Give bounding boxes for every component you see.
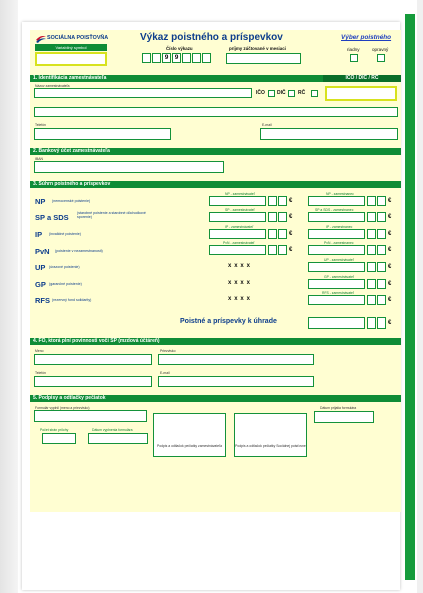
report-number-label: Číslo výkazu: [166, 46, 193, 51]
sp-employer-cents-b[interactable]: [278, 212, 287, 222]
np-employee-input[interactable]: [308, 196, 365, 206]
currency-symbol: €: [388, 214, 392, 220]
pvn-employer-input[interactable]: [209, 245, 266, 255]
sp-sds-code: SP a SDS: [35, 213, 69, 222]
corrective-label: opravný: [372, 47, 389, 52]
income-month-label: príjmy zúčtované v mesiaci: [229, 46, 286, 51]
ico-checkbox[interactable]: [268, 90, 275, 97]
rfs-employer-input[interactable]: [308, 295, 365, 305]
employer-address-input[interactable]: [34, 107, 398, 117]
section-2-header: 2. Bankový účet zamestnávateľa: [30, 148, 401, 155]
ip-employer-cents-b[interactable]: [278, 229, 287, 239]
regular-checkbox[interactable]: [350, 54, 358, 62]
sp-signature-label: Podpis a odtlačok pečiatky Sociálnej poisťovne: [235, 444, 306, 448]
contact-email-input[interactable]: [158, 376, 314, 387]
report-number-digit[interactable]: [192, 53, 201, 63]
pvn-employee-input[interactable]: [308, 245, 365, 255]
fill-date-input[interactable]: [88, 433, 148, 444]
pvn-employee-cents-b[interactable]: [377, 245, 386, 255]
np-employer-input[interactable]: [209, 196, 266, 206]
pvn-description: (poistenie v nezamestnanosti): [55, 249, 103, 253]
sp-signature-box[interactable]: [234, 413, 307, 457]
contact-phone-label: Telefón: [35, 371, 46, 375]
sp-employer-label: SP - zamestnávateľ: [225, 208, 255, 212]
section-4-header: 4. FO, ktorá plní povinnosti voči SP (mzdová účtáreň): [30, 338, 401, 345]
np-description: (nemocenské poistenie): [52, 199, 91, 203]
ico-dic-rc-header: IČO / DIČ / RČ: [323, 75, 401, 82]
attachments-label: Počet strán prílohy: [40, 428, 69, 432]
employer-name-label: Názov zamestnávateľa: [35, 84, 70, 88]
up-employer-cents-b[interactable]: [377, 262, 386, 272]
iban-input[interactable]: [34, 161, 224, 173]
contact-phone-input[interactable]: [34, 376, 152, 387]
org-name: SOCIÁLNA POISŤOVŇA: [47, 35, 109, 41]
employer-name-input[interactable]: [34, 88, 252, 98]
np-employee-cents-b[interactable]: [377, 196, 386, 206]
np-code: NP: [35, 197, 46, 206]
rc-label: RČ: [298, 90, 306, 96]
not-applicable-marker: x x x x: [228, 280, 251, 286]
up-employer-cents-a[interactable]: [367, 262, 376, 272]
gp-description: (garančné poistenie): [49, 282, 82, 286]
ip-employee-cents-b[interactable]: [377, 229, 386, 239]
ip-employee-input[interactable]: [308, 229, 365, 239]
employer-signature-box[interactable]: [153, 413, 226, 457]
contribution-report-form: [30, 30, 401, 512]
np-employee-label: NP - zamestnanec: [326, 192, 354, 196]
total-cents-b[interactable]: [377, 317, 386, 329]
currency-symbol: €: [388, 231, 392, 237]
report-number-digit[interactable]: [152, 53, 161, 63]
filled-by-label: Formulár vyplnil (meno a priezvisko): [35, 406, 90, 410]
section-5-header: 5. Podpisy a odtlačky pečiatok: [30, 395, 401, 402]
pvn-employer-cents-b[interactable]: [278, 245, 287, 255]
filled-by-input[interactable]: [34, 410, 147, 422]
rfs-employer-cents-a[interactable]: [367, 295, 376, 305]
income-month-input[interactable]: [226, 53, 301, 64]
contact-surname-label: Priezvisko: [160, 349, 176, 353]
gp-code: GP: [35, 280, 46, 289]
gp-employer-input[interactable]: [308, 279, 365, 289]
section-3-header: 3. Súhrn poistného a príspevkov: [30, 181, 401, 188]
ip-employee-cents-a[interactable]: [367, 229, 376, 239]
currency-symbol: €: [388, 198, 392, 204]
currency-symbol: €: [388, 264, 392, 270]
right-viewer-shade: [417, 0, 423, 593]
contact-surname-input[interactable]: [158, 354, 314, 365]
green-side-stripe: [405, 14, 415, 580]
currency-symbol: €: [388, 320, 392, 326]
not-applicable-marker: x x x x: [228, 263, 251, 269]
contact-email-label: E-mail: [160, 371, 170, 375]
rc-checkbox[interactable]: [311, 90, 318, 97]
np-employer-cents-a[interactable]: [268, 196, 277, 206]
currency-symbol: €: [388, 297, 392, 303]
ip-description: (invalidné poistenie): [49, 232, 81, 236]
rfs-code: RFS: [35, 296, 50, 305]
pvn-employer-cents-a[interactable]: [268, 245, 277, 255]
sp-employer-cents-a[interactable]: [268, 212, 277, 222]
up-code: UP: [35, 263, 46, 272]
pvn-employee-cents-a[interactable]: [367, 245, 376, 255]
employer-signature-label: Podpis a odtlačok pečiatky zamestnávateľa: [156, 444, 223, 448]
contact-name-label: Meno: [35, 349, 44, 353]
ico-dic-rc-input[interactable]: [325, 86, 397, 101]
report-number-digit[interactable]: 9: [162, 53, 171, 63]
ip-employer-cents-a[interactable]: [268, 229, 277, 239]
np-employer-label: NP - zamestnávateľ: [225, 192, 255, 196]
section-1-header: 1. Identifikácia zamestnávateľa: [30, 75, 401, 82]
sp-sds-description: (starobné poistenie a starobné dôchodkové sporenie): [77, 211, 146, 220]
pvn-employee-label: PvN - zamestnanec: [324, 241, 354, 245]
employer-phone-label: Telefón: [35, 123, 46, 127]
rfs-description: (rezervný fond solidarity): [52, 298, 92, 302]
dic-checkbox[interactable]: [288, 90, 295, 97]
gp-employer-cents-b[interactable]: [377, 279, 386, 289]
receipt-date-label: Dátum prijatia formulára: [320, 406, 357, 410]
ip-employer-input[interactable]: [209, 229, 266, 239]
report-number-digit[interactable]: [142, 53, 151, 63]
currency-symbol: €: [289, 231, 293, 237]
ip-employer-label: IP - zamestnávateľ: [225, 225, 254, 229]
sp-employer-input[interactable]: [209, 212, 266, 222]
pvn-code: PvN: [35, 247, 50, 256]
variable-symbol-label: Variabilný symbol: [35, 44, 107, 51]
sp-sds-employee-input[interactable]: [308, 212, 365, 222]
currency-symbol: €: [388, 281, 392, 287]
sp-sds-employee-cents-b[interactable]: [377, 212, 386, 222]
employer-email-label: E-mail: [262, 123, 272, 127]
employer-email-input[interactable]: [260, 128, 398, 140]
fill-date-label: Dátum vyplnenia formulára: [92, 428, 133, 432]
gp-employer-cents-a[interactable]: [367, 279, 376, 289]
gp-employer-label: GP - zamestnávateľ: [324, 275, 354, 279]
contact-name-input[interactable]: [34, 354, 152, 365]
currency-symbol: €: [289, 214, 293, 220]
attachments-input[interactable]: [42, 433, 76, 444]
np-employer-cents-b[interactable]: [278, 196, 287, 206]
total-cents-a[interactable]: [367, 317, 376, 329]
up-employer-input[interactable]: [308, 262, 365, 272]
variable-symbol-input[interactable]: [35, 52, 107, 66]
select-contribution-link[interactable]: Výber poistného: [341, 34, 392, 41]
currency-symbol: €: [289, 198, 293, 204]
up-description: (úrazové poistenie): [49, 265, 80, 269]
receipt-date-input[interactable]: [314, 411, 374, 423]
sp-sds-employee-label: SP a SDS - zamestnanec: [315, 208, 354, 212]
rfs-employer-label: RFS - zamestnávateľ: [322, 291, 354, 295]
left-viewer-shade: [0, 0, 18, 593]
dic-label: DIČ: [277, 90, 286, 96]
sp-sds-employee-cents-a[interactable]: [367, 212, 376, 222]
np-employee-cents-a[interactable]: [367, 196, 376, 206]
ip-code: IP: [35, 230, 43, 239]
currency-symbol: €: [289, 247, 293, 253]
rfs-employer-cents-b[interactable]: [377, 295, 386, 305]
not-applicable-marker: x x x x: [228, 296, 251, 302]
total-input[interactable]: [308, 317, 365, 329]
report-number-digit[interactable]: [202, 53, 211, 63]
report-number-digit[interactable]: 9: [172, 53, 181, 63]
pvn-employer-label: PvN - zamestnávateľ: [223, 241, 255, 245]
regular-label: riadny: [347, 47, 360, 52]
ip-employee-label: IP - zamestnanec: [326, 225, 353, 229]
corrective-checkbox[interactable]: [377, 54, 385, 62]
report-number-digit[interactable]: [182, 53, 191, 63]
employer-phone-input[interactable]: [34, 128, 171, 140]
ico-label: IČO: [256, 90, 265, 96]
iban-label: IBAN: [35, 157, 43, 161]
up-employer-label: UP - zamestnávateľ: [324, 258, 354, 262]
currency-symbol: €: [388, 247, 392, 253]
total-label: Poistné a príspevky k úhrade: [180, 318, 277, 325]
form-title: Výkaz poistného a príspevkov: [140, 32, 283, 43]
